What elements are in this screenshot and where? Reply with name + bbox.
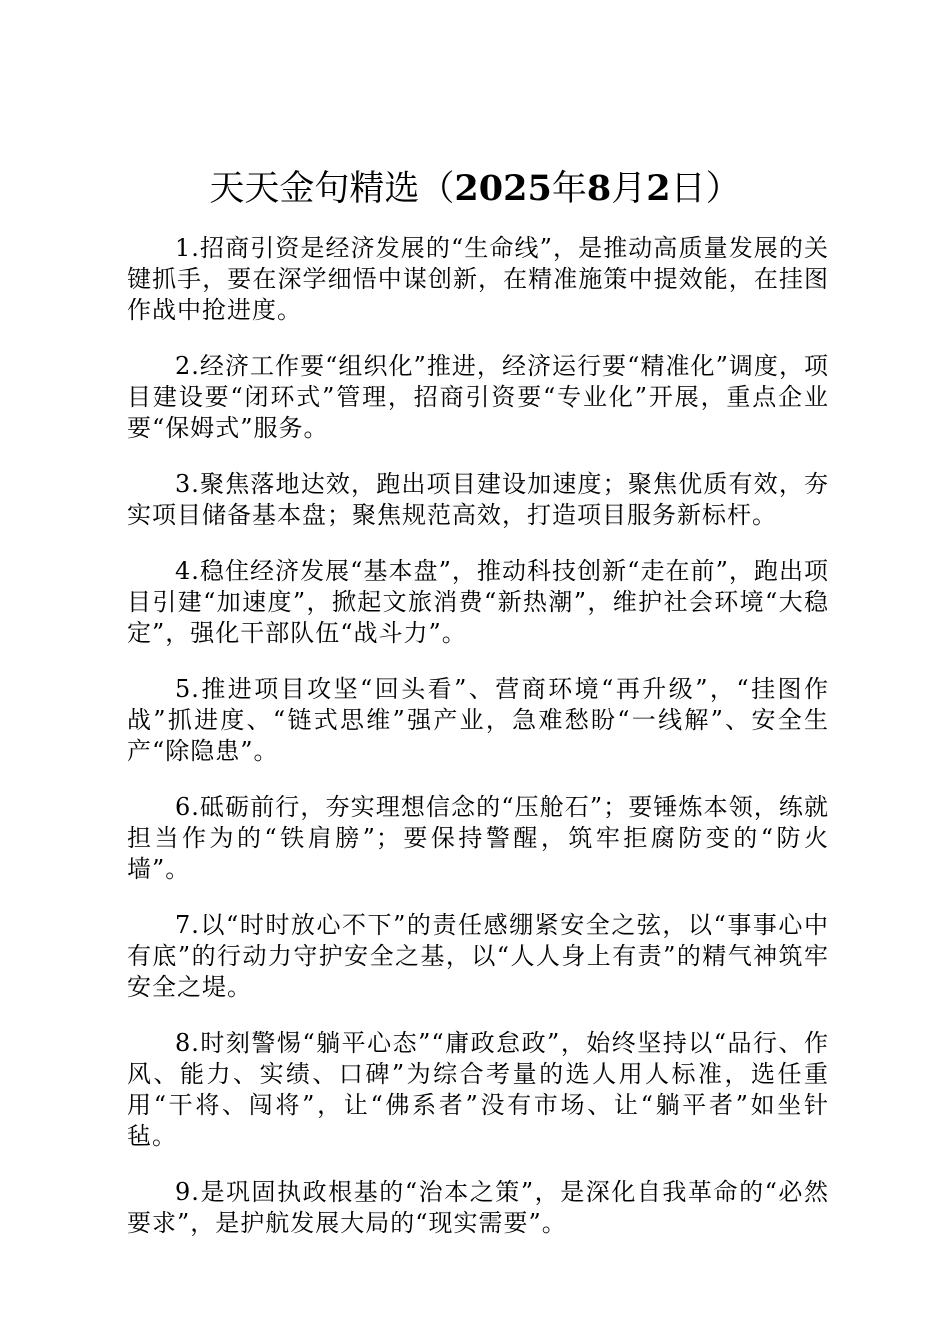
paragraph-8: 8.时刻警惕“躺平心态”“庸政怠政”，始终坚持以“品行、作风、能力、实绩、口碑”为综合考量的选人用人标准，选任重用“干将、闯将”，让“佛系者”没有市场、让“躺平者”如坐针毡。 (127, 1029, 829, 1150)
paragraph-5: 5.推进项目攻坚“回头看”、营商环境“再升级”，“挂图作战”抓进度、“链式思维”强产业，急难愁盼“一线解”、安全生产“除隐患”。 (127, 675, 829, 765)
paragraph-1: 1.招商引资是经济发展的“生命线”，是推动高质量发展的关键抓手，要在深学细悟中谋创新，在精准施策中提效能，在挂图作战中抢进度。 (127, 234, 829, 324)
paragraph-2: 2.经济工作要“组织化”推进，经济运行要“精准化”调度，项目建设要“闭环式”管理，招商引资要“专业化”开展，重点企业要“保姆式”服务。 (127, 352, 829, 442)
document-title (0, 166, 950, 212)
paragraph-7: 7.以“时时放心不下”的责任感绷紧安全之弦，以“事事心中有底”的行动力守护安全之基，以“人人身上有责”的精气神筑牢安全之堤。 (127, 911, 829, 1001)
title-year-unit: 年 (551, 169, 587, 209)
title-day-unit: 日） (670, 169, 741, 209)
title-month: 8 (586, 168, 612, 209)
paragraph-4: 4.稳住经济发展“基本盘”，推动科技创新“走在前”，跑出项目引建“加速度”，掀起文旅消费“新热潮”，维护社会环境“大稳定”，强化干部队伍“战斗力”。 (127, 557, 829, 647)
paragraph-3: 3.聚焦落地达效，跑出项目建设加速度；聚焦优质有效，夯实项目储备基本盘；聚焦规范高效，打造项目服务新标杆。 (127, 470, 829, 529)
title-year: 2025 (454, 168, 552, 209)
title-day: 2 (646, 168, 671, 209)
title-prefix: 天天金句精选（ (209, 169, 455, 209)
paragraph-9: 9.是巩固执政根基的“治本之策”，是深化自我革命的“必然要求”，是护航发展大局的“现实需要”。 (127, 1178, 829, 1237)
paragraph-6: 6.砥砺前行，夯实理想信念的“压舱石”；要锤炼本领，练就担当作为的“铁肩膀”；要保持警醒，筑牢拒腐防变的“防火墙”。 (127, 793, 829, 883)
document-body (127, 233, 829, 1264)
title-month-unit: 月 (611, 169, 647, 209)
